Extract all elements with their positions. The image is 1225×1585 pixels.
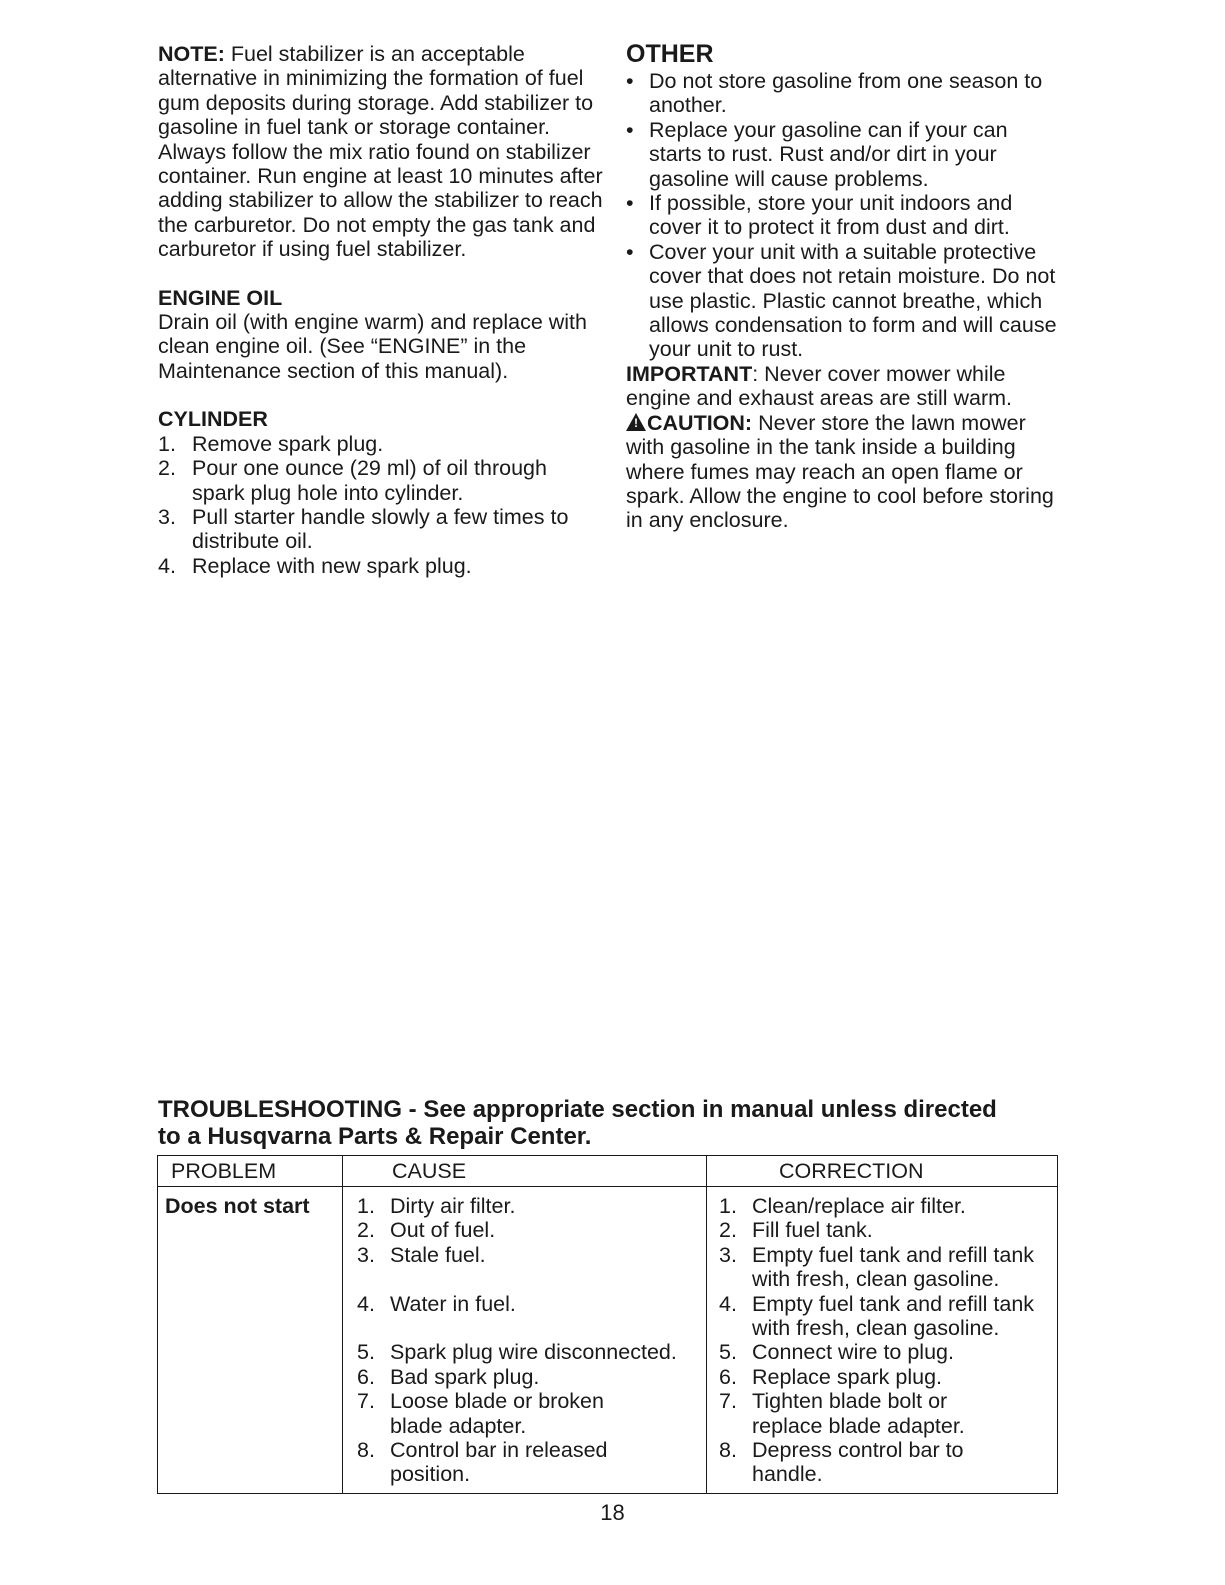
correction-row: 3. Empty fuel tank and refill tank with fresh, clean gasoline. [719, 1242, 1035, 1292]
bullet-icon: • [626, 69, 634, 93]
step-text: Replace with new spark plug. [192, 553, 472, 578]
problem-cell: Does not start [165, 1194, 310, 1218]
page-number: 18 [600, 1500, 625, 1525]
cylinder-steps [158, 432, 603, 578]
cylinder-heading: CYLINDER [158, 407, 268, 432]
correction-row: 8. Depress control bar to handle. [719, 1438, 964, 1487]
step-number: 1. [158, 431, 176, 456]
column-divider [342, 1156, 343, 1493]
list-item [626, 191, 1066, 240]
correction-row: 7. Tighten blade bolt or replace blade adapter. [719, 1389, 965, 1438]
caution-paragraph [626, 411, 1066, 533]
bullet-text: Cover your unit with a suitable protective cover that does not retain moisture. Do not use plastic. Plastic cannot breathe, which allows condensation to form and will cause your unit to rust. [649, 239, 1057, 362]
note-text: Fuel stabilizer is an acceptable alternative in minimizing the formation of fuel gum deposits during storage. Add stabilizer to gasoline in fuel tank or storage container. Always follow the mix ratio found on stabilizer container. Run engine at least 10 minutes after adding stabilizer to allow the stabilizer to reach the carburetor. Do not empty the gas tank and carburetor if using fuel stabilizer. [158, 42, 603, 262]
column-divider [706, 1156, 707, 1493]
caution-label: CAUTION: [647, 410, 753, 435]
step-number: 3. [158, 504, 176, 529]
header-divider [158, 1186, 1057, 1187]
important-paragraph [626, 362, 1066, 411]
list-item [158, 505, 603, 554]
warning-triangle-icon [626, 413, 646, 431]
list-item [626, 240, 1066, 362]
cause-row: 5. Spark plug wire disconnected. [357, 1340, 677, 1365]
step-text: Pour one ounce (29 ml) of oil through spark plug hole into cylinder. [192, 456, 547, 505]
note-label: NOTE: [158, 42, 225, 66]
other-heading: OTHER [626, 40, 714, 68]
header-cause: CAUSE [392, 1159, 467, 1183]
bullet-icon: • [626, 117, 634, 142]
important-label: IMPORTANT [626, 361, 753, 386]
step-text: Remove spark plug. [192, 431, 384, 456]
bullet-text: Do not store gasoline from one season to another. [649, 69, 1043, 118]
engine-oil-text: Drain oil (with engine warm) and replace with clean engine oil. (See “ENGINE” in the Maintenance section of this manual). [158, 310, 587, 383]
header-correction: CORRECTION [779, 1159, 924, 1183]
troubleshooting-heading-line1: TROUBLESHOOTING - See appropriate section in manual unless directed [158, 1096, 997, 1123]
cause-cell [357, 1194, 702, 1487]
bullet-icon: • [626, 239, 634, 264]
cause-row: 7. Loose blade or broken blade adapter. [357, 1389, 604, 1438]
cause-row: 1. Dirty air filter. [357, 1194, 516, 1218]
troubleshooting-table [157, 1155, 1058, 1494]
correction-row: 5. Connect wire to plug. [719, 1340, 954, 1365]
left-column [158, 42, 603, 578]
step-number: 4. [158, 553, 176, 578]
step-number: 2. [158, 456, 176, 481]
right-column [626, 40, 1066, 533]
correction-row: 2. Fill fuel tank. [719, 1218, 873, 1243]
cause-row: 3. Stale fuel. [357, 1242, 486, 1267]
list-item [626, 69, 1066, 118]
cause-row: 2. Out of fuel. [357, 1218, 496, 1243]
bullet-icon: • [626, 191, 634, 216]
cause-row: 4. Water in fuel. [357, 1291, 516, 1316]
caution-text: Never store the lawn mower with gasoline in the tank inside a building where fumes may reach an open flame or spark. Allow the engine to cool before storing in any enclosure. [626, 410, 1054, 533]
correction-row: 4. Empty fuel tank and refill tank with fresh, clean gasoline. [719, 1291, 1035, 1341]
bullet-text: If possible, store your unit indoors and cover it to protect it from dust and dirt. [649, 191, 1013, 240]
correction-cell [719, 1194, 1059, 1487]
list-item [158, 432, 603, 456]
cause-row: 8. Control bar in released position. [357, 1438, 608, 1487]
list-item [626, 118, 1066, 191]
list-item [158, 554, 603, 578]
list-item [158, 456, 603, 505]
important-text: : Never cover mower while engine and exhaust areas are still warm. [626, 361, 1013, 411]
troubleshooting-heading [158, 1096, 1058, 1150]
note-paragraph [158, 42, 603, 262]
engine-oil-heading: ENGINE OIL [158, 285, 283, 310]
step-text: Pull starter handle slowly a few times to distribute oil. [192, 504, 569, 554]
correction-row: 1. Clean/replace air filter. [719, 1194, 966, 1218]
cause-row: 6. Bad spark plug. [357, 1364, 540, 1389]
troubleshooting-heading-line2: to a Husqvarna Parts & Repair Center. [158, 1123, 592, 1150]
correction-row: 6. Replace spark plug. [719, 1364, 943, 1389]
header-problem: PROBLEM [171, 1159, 277, 1183]
other-list [626, 69, 1066, 362]
bullet-text: Replace your gasoline can if your can starts to rust. Rust and/or dirt in your gasoline will cause problems. [649, 117, 1008, 191]
